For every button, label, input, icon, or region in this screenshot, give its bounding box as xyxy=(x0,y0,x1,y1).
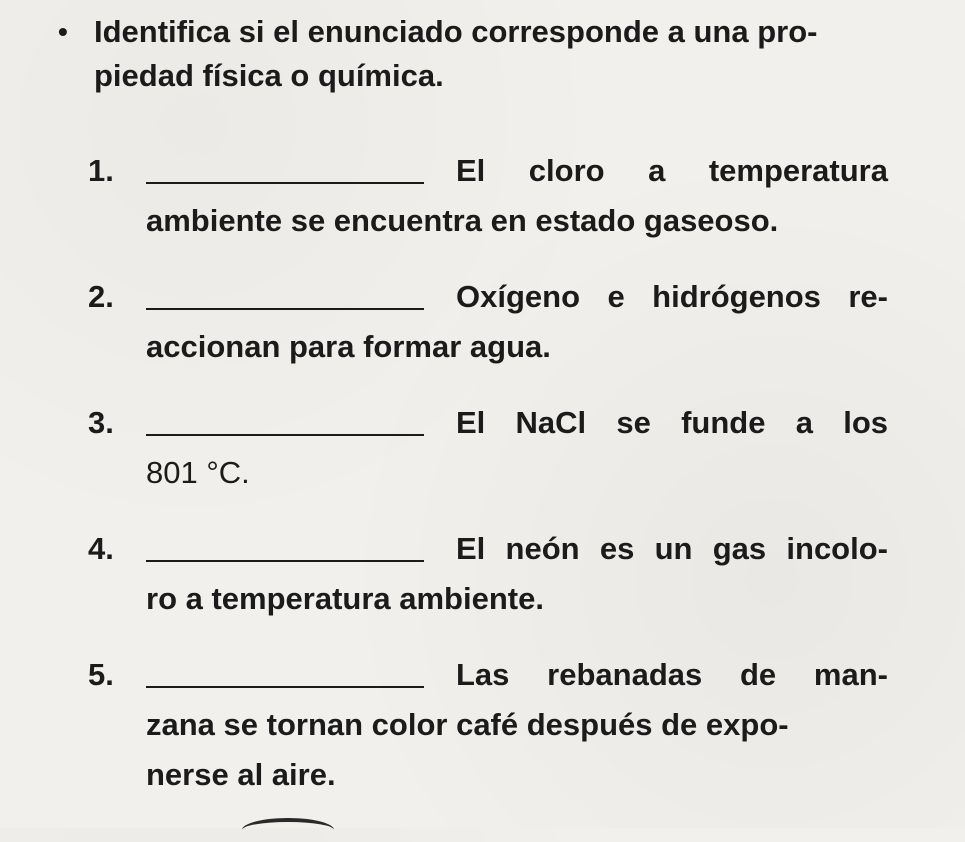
answer-blank[interactable] xyxy=(146,434,424,436)
question-text-line-2: ambiente se encuentra en estado gaseoso. xyxy=(146,203,779,238)
question-number: 4. xyxy=(88,531,114,566)
question-text-line-1: El neón es un gas incolo- xyxy=(456,531,888,566)
question-text-line-1: El NaCl se funde a los xyxy=(456,405,888,440)
question-text-line-2: ro a temperatura ambiente. xyxy=(146,581,544,616)
instruction-line-2: piedad física o química. xyxy=(94,58,444,93)
question-text-line-1: El cloro a temperatura xyxy=(456,153,888,188)
instruction-line-1: Identifica si el enunciado corresponde a una pro- xyxy=(94,14,818,49)
question-number: 2. xyxy=(88,279,114,314)
instruction xyxy=(58,10,878,98)
bullet-icon: • xyxy=(58,16,68,47)
question-number: 3. xyxy=(88,405,114,440)
question-text-line-2: accionan para formar agua. xyxy=(146,329,551,364)
question-text-line-1: Las rebanadas de man- xyxy=(456,657,888,692)
answer-blank[interactable] xyxy=(146,182,424,184)
question-number: 1. xyxy=(88,153,114,188)
question-text-line-2: 801 °C. xyxy=(146,455,250,490)
question-text-line-1: Oxígeno e hidrógenos re- xyxy=(456,279,888,314)
answer-blank[interactable] xyxy=(146,308,424,310)
answer-blank[interactable] xyxy=(146,560,424,562)
cropped-shape xyxy=(242,818,334,842)
question-number: 5. xyxy=(88,657,114,692)
answer-blank[interactable] xyxy=(146,686,424,688)
question-text-line-2: zana se tornan color café después de expo- xyxy=(146,707,789,742)
question-text-line-3: nerse al aire. xyxy=(146,757,336,792)
